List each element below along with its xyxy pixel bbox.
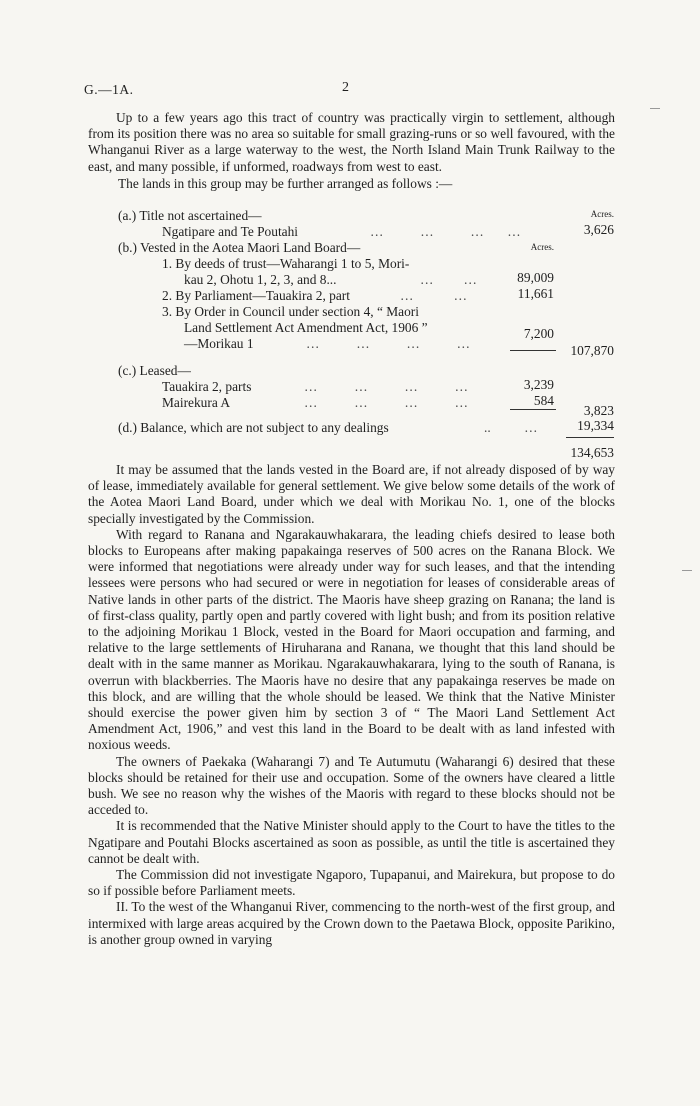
- group-b-value-1: 89,009: [517, 270, 554, 285]
- group-a-value: 3,626: [583, 222, 614, 237]
- group-d-item: (d.) Balance, which are not subject to any dealings: [118, 420, 389, 435]
- group-b-item-1-cont: kau 2, Ohotu 1, 2, 3, and 8...: [184, 272, 337, 287]
- paragraph: With regard to Ranana and Ngarakauwhakarara, the leading chiefs desired to lease both blocks to Europeans after making papakainga reserves of 500 acres on the Ranana Block. We were informed that negotiations were already under way for such leases, and that the intending lessees were persons who had secured or were in negotiation for leases of considerable areas of Native lands in other parts of the district. The Maoris have sheep grazing on Ranana; the land is of first-class quality, partly open and partly covered with light bush; and from its position relative to the adjoining Morikau 1 Block, vested in the Board for Maori occupation and farming, and relative to the large settlements of Hiruharana and Ranana, we thought that this land should be dealt with in the same manner as Morikau. Ngarakauwhakarara, lying to the south of Ranana, is overrun with blackberries. The Maoris have no desire that any papakainga reserves be made on this block, and are willing that the whole should be leased. We think that the Native Minister should exercise the power given him by section 3 of “ The Maori Land Settlement Act Amendment Act, 1906,” and vest this land in the Board to be dealt with as land infested with noxious weeds.: [88, 526, 615, 753]
- group-b-value-3: 7,200: [523, 326, 554, 341]
- leader-dots: … … … …: [304, 379, 469, 394]
- group-b-heading: (b.) Vested in the Aotea Maori Land Board—: [118, 240, 361, 255]
- paragraph: Up to a few years ago this tract of country was practically virgin to settlement, although from its position there was no area so suitable for small grazing-runs or so well favoured, with the Whanganui River as a large waterway to the west, the North Island Main Trunk Railway to the east, and many possible, if unformed, roadways from west to east.: [88, 110, 615, 174]
- margin-mark: [650, 108, 660, 109]
- leader-dots: … …: [420, 272, 477, 287]
- grand-total: 134,653: [570, 445, 614, 460]
- group-c-item-1: Tauakira 2, parts: [162, 379, 252, 394]
- group-d-value: 19,334: [577, 418, 614, 433]
- group-a-heading: (a.) Title not ascertained—: [118, 208, 262, 223]
- paragraph: The owners of Paekaka (Waharangi 7) and Te Autumutu (Waharangi 6) desired that these blocks should be retained for their use and occupation. Some of the owners have cleared a little bush. We see no reason why the wishes of the Maoris with regard to these blocks should not be acceded to.: [88, 753, 615, 818]
- group-b-item-2: 2. By Parliament—Tauakira 2, part: [162, 288, 350, 303]
- page-number: 2: [342, 80, 349, 95]
- unit-label: Acres.: [590, 209, 614, 219]
- group-b-item-3: 3. By Order in Council under section 4, “ Maori: [162, 304, 419, 319]
- group-b-item-3-cont: Land Settlement Act Amendment Act, 1906 ”: [184, 320, 428, 335]
- group-b-item-3-cont: —Morikau 1: [184, 336, 254, 351]
- group-c-item-2: Mairekura A: [162, 395, 231, 410]
- unit-label: Acres.: [530, 242, 554, 252]
- group-b-total: 107,870: [570, 343, 614, 358]
- paragraph: The Commission did not investigate Ngaporo, Tupapanui, and Mairekura, but propose to do so if possible before Parliament meets.: [88, 867, 615, 899]
- paragraph: It is recommended that the Native Minister should apply to the Court to have the titles to the Ngatipare and Poutahi Blocks ascertained as soon as possible, as until the title is ascertained they cannot be dealt with.: [88, 818, 615, 866]
- paragraph: II. To the west of the Whanganui River, commencing to the north-west of the first group, and intermixed with large areas acquired by the Crown down to the Paetawa Block, opposite Parikino, is another group owned in varying: [88, 899, 615, 947]
- table-lead: The lands in this group may be further arranged as follows :—: [118, 176, 453, 191]
- group-a-item: Ngatipare and Te Poutahi: [162, 224, 299, 239]
- leader-dots: .. …: [484, 420, 538, 435]
- group-b-item-1: 1. By deeds of trust—Waharangi 1 to 5, Mori-: [162, 256, 410, 271]
- leader-dots: … … … …: [370, 224, 521, 239]
- document-reference: G.—1A.: [84, 82, 134, 97]
- group-c-total: 3,823: [583, 403, 614, 418]
- total-rule: [566, 437, 614, 438]
- group-c-value-2: 584: [533, 393, 554, 408]
- intro-paragraph: [88, 110, 615, 175]
- group-b-value-2: 11,661: [517, 286, 554, 301]
- body-text: [88, 462, 615, 948]
- leader-dots: … … … …: [304, 395, 469, 410]
- group-c-value-1: 3,239: [523, 377, 554, 392]
- leader-dots: … …: [400, 288, 467, 303]
- paragraph: It may be assumed that the lands vested in the Board are, if not already disposed of by way of lease, immediately available for general settlement. We give below some details of the work of the Aotea Maori Land Board, under which we deal with Morikau No. 1, one of the blocks specially investigated by the Commission.: [88, 462, 615, 526]
- group-c-heading: (c.) Leased—: [118, 363, 191, 378]
- margin-mark: [682, 570, 692, 571]
- leader-dots: … … … …: [306, 336, 471, 351]
